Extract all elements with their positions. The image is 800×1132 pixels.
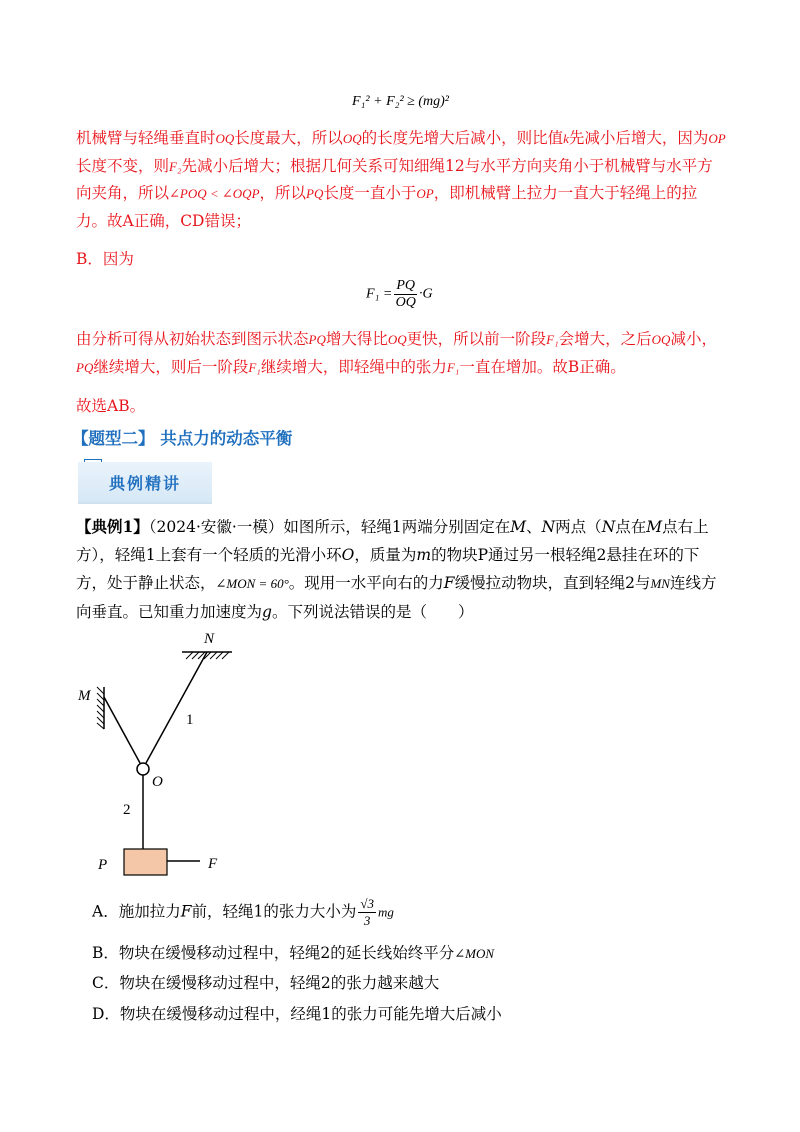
math-op: OP xyxy=(416,186,434,201)
label-rope-1: 1 xyxy=(186,712,194,728)
text: 增大得比 xyxy=(325,330,388,348)
math-f1: F₁ xyxy=(248,359,261,375)
text: ，所以 xyxy=(259,184,307,202)
math-m: M xyxy=(646,518,663,536)
text: （2024·安徽·一模）如图所示，轻绳1两端分别固定在 xyxy=(148,518,511,536)
math-n: N xyxy=(541,518,556,536)
fraction xyxy=(394,278,417,311)
math-oq: OQ xyxy=(342,131,362,146)
math-mass: m xyxy=(416,546,432,564)
rope-1-left xyxy=(104,697,140,763)
wall-m-hatch xyxy=(97,687,104,729)
math-angle: ∠MON = 60° xyxy=(215,576,289,591)
text: 继续增大，即轻绳中的张力 xyxy=(260,357,447,376)
math-mg: mg xyxy=(377,904,394,920)
text: 点在 xyxy=(615,518,647,536)
label-f: F xyxy=(208,856,218,872)
frac-numerator: PQ xyxy=(396,278,416,293)
option-c: C．物块在缓慢移动过程中，轻绳2的张力越来越大 xyxy=(92,974,440,992)
equation-f1-ratio xyxy=(366,278,433,311)
label-m: M xyxy=(78,688,91,704)
text: 先减小后增大；根据几何关系可知细绳12与水平方向夹角小于机械臂与水平方向夹角，所以 xyxy=(76,156,713,202)
text: A．施加拉力 xyxy=(92,902,181,921)
text: 一直在增加。故B正确。 xyxy=(459,357,626,376)
text: 长度最大，所以 xyxy=(234,129,343,147)
math-pq: PQ xyxy=(308,332,326,347)
label-p: P xyxy=(98,857,108,873)
text: 减小， xyxy=(670,330,717,348)
text: 继续增大，则后一阶段 xyxy=(93,357,249,376)
math-f1: F₁ xyxy=(546,332,559,347)
frac-numerator: √3 xyxy=(360,896,374,911)
math-n: N xyxy=(601,518,616,536)
section-title: 【题型二】 共点力的动态平衡 xyxy=(72,429,293,448)
text: 前，轻绳1的张力大小为 xyxy=(191,902,357,921)
option-a xyxy=(92,896,732,929)
math-g: g xyxy=(262,603,272,621)
label-n: N xyxy=(204,631,215,647)
text: 机械臂与轻绳垂直时 xyxy=(76,129,216,147)
text: B．物块在缓慢移动过程中，轻绳2的延长线始终平分 xyxy=(92,944,455,962)
math-pq: PQ xyxy=(306,186,324,201)
math-angle-compare: ∠POQ < ∠OQP xyxy=(169,186,260,201)
math-o: O xyxy=(341,546,355,564)
math-oq: OQ xyxy=(215,131,235,146)
text: 由分析可得从初始状态到图示状态 xyxy=(76,330,309,348)
text: 、 xyxy=(526,518,542,536)
math-mn: MN xyxy=(650,576,670,591)
eq-lhs: F₁ = xyxy=(366,286,393,302)
label-o: O xyxy=(152,774,163,790)
text: ，质量为 xyxy=(354,546,417,564)
text: 缓慢拉动物块，直到轻绳2与 xyxy=(454,574,651,592)
example-label: 【典例1】 xyxy=(76,517,149,536)
math-m: M xyxy=(510,518,527,536)
math-k: k xyxy=(563,131,569,146)
text: 会增大，之后 xyxy=(558,330,652,348)
text: 。现用一水平向右的力 xyxy=(288,574,444,592)
text: 长度不变，则 xyxy=(76,156,170,175)
example-question xyxy=(76,513,726,626)
text: 。下列说法错误的是（ ） xyxy=(271,603,474,621)
block-p xyxy=(124,849,167,875)
text: 长度一直小于 xyxy=(323,184,417,202)
text: 先减小后增大，因为 xyxy=(568,129,709,147)
rope-1-right xyxy=(146,652,207,763)
text: 的长度先增大后减小，则比值 xyxy=(361,129,564,147)
physics-diagram xyxy=(70,625,260,880)
math-angle-mon: ∠MON xyxy=(454,946,495,961)
frac-denominator: 3 xyxy=(363,913,371,928)
text: 的物块P通过另一根轻绳2悬挂在环的下方，处于静止状态， xyxy=(76,546,700,592)
solution-conclusion: 故选AB。 xyxy=(76,397,146,415)
text: 两点（ xyxy=(555,518,602,536)
label-rope-2: 2 xyxy=(123,802,131,818)
example-badge: 典例精讲 xyxy=(78,462,212,504)
math-pq: PQ xyxy=(76,359,94,375)
math-oq: OQ xyxy=(387,332,407,347)
fraction-sqrt3-over-3 xyxy=(358,896,376,929)
option-d: D．物块在缓慢移动过程中，经绳1的张力可能先增大后减小 xyxy=(92,1005,502,1023)
ring-o xyxy=(137,763,149,775)
text: ，即机械臂上拉力一直大于轻绳上的拉力。故A正确，CD错误； xyxy=(76,184,698,230)
text: 点右上方），轻绳1上套有一个轻质的光滑小环 xyxy=(76,518,709,564)
equation-force-inequality: F₁² + F₂² ≥ (mg)² xyxy=(352,94,449,109)
math-f2: F₂ xyxy=(169,158,182,174)
math-oq: OQ xyxy=(651,332,671,347)
ceiling-n-hatch xyxy=(186,652,229,659)
frac-denominator: OQ xyxy=(395,295,416,310)
math-f: F xyxy=(443,574,455,592)
solution-paragraph-2 xyxy=(76,326,726,381)
solution-b-intro: B．因为 xyxy=(76,250,134,268)
text: 更快，所以前一阶段 xyxy=(406,330,547,348)
eq-rhs: ·G xyxy=(419,286,433,302)
text: 连线方向垂直。已知重力加速度为 xyxy=(76,574,717,621)
math-op: OP xyxy=(708,131,726,146)
math-f1: F₁ xyxy=(446,359,460,375)
option-b xyxy=(92,941,732,966)
math-f: F xyxy=(180,902,192,921)
solution-paragraph-1 xyxy=(76,125,726,235)
